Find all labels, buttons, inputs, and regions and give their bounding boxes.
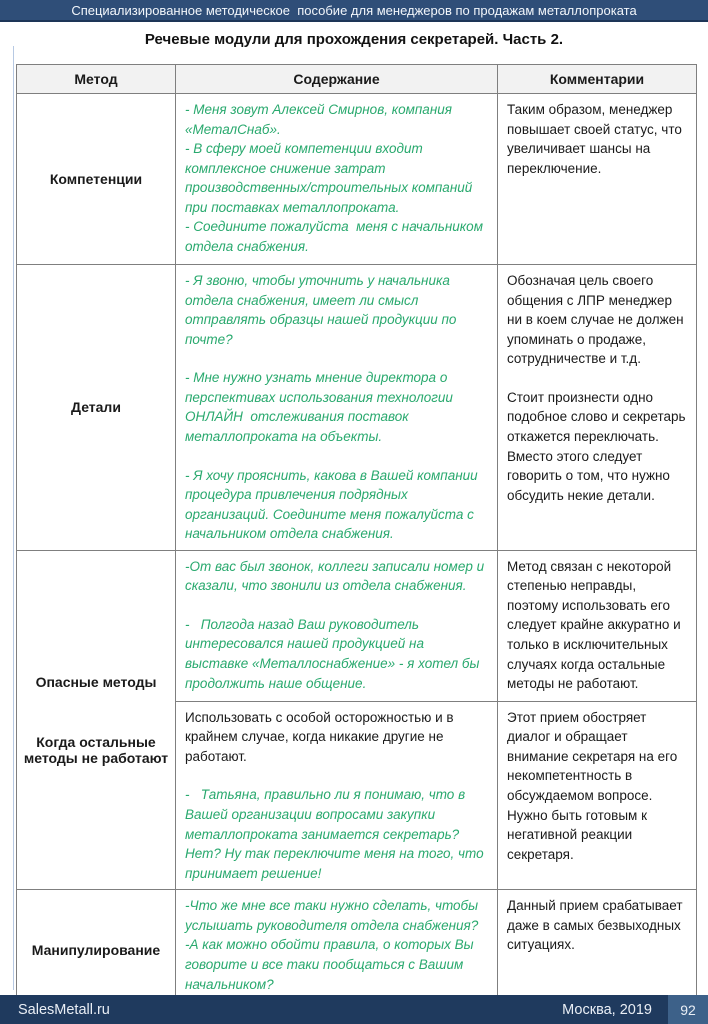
comment-paragraph: Метод связан с некоторой степенью неправды, поэтому использовать его следует крайне аккуратно и только в исключительных случаях когда остальные методы не работают. [507, 558, 685, 692]
page-title: Речевые модули для прохождения секретарей. Часть 2. [144, 31, 564, 48]
column-header-comments: Комментарии [498, 65, 697, 94]
content-cell [176, 265, 498, 551]
comments-cell [498, 94, 697, 265]
methods-table [16, 64, 697, 1010]
column-header-method: Метод [17, 65, 176, 94]
method-cell-merged [17, 550, 176, 890]
speech-paragraph: - Полгода назад Ваш руководитель интересовался нашей продукцией на выставке «Металлоснабжение» - я хотел бы продолжить наше общение. [185, 616, 487, 691]
speech-paragraph: - Я хочу прояснить, какова в Вашей компании процедура привлечения подрядных организаций. Соедините меня пожалуйста с начальником отдела снабжения. [185, 467, 482, 542]
speech-paragraph: - Татьяна, правильно ли я понимаю, что в Вашей организации вопросами закупки металлопроката занимается секретарь? Нет? Ну так переключите меня на того, что принимает решение! [185, 787, 488, 881]
top-banner-text: Специализированное методическое пособие для менеджеров по продажам металлопроката [71, 2, 637, 18]
method-cell: Детали [17, 265, 176, 551]
method-cell: Манипулирование [17, 890, 176, 1010]
footer-site-label: SalesMetall.ru [18, 1001, 110, 1018]
top-banner [0, 0, 708, 22]
table-header-row [17, 65, 697, 94]
speech-paragraph: - Мне нужно узнать мнение директора о перспективах использования технологии ОНЛАЙН отслеживания поставок металлопроката на объекты. [185, 370, 457, 444]
comments-cell [498, 550, 697, 701]
table-row-details [17, 265, 697, 551]
comments-cell [498, 701, 697, 890]
column-header-content: Содержание [176, 65, 498, 94]
speech-paragraph: -Что же мне все таки нужно сделать, чтобы услышать руководителя отдела снабжения? [185, 898, 482, 933]
speech-paragraph: -От вас был звонок, коллеги записали номер и сказали, что звонили из отдела снабжения. [185, 558, 488, 594]
comment-paragraph: Обозначая цель своего общения с ЛПР менеджер ни в коем случае не должен упоминать о продаже, сотрудничестве и т.д. [507, 273, 688, 367]
footer-city-year: Москва, 2019 [562, 1001, 652, 1018]
comment-paragraph: Стоит произнести одно подобное слово и секретарь откажется переключать. Вместо этого следует говорить о том, что нужно обсудить некие детали. [507, 389, 690, 503]
table-row-manipulation [17, 890, 697, 1010]
comment-paragraph: Этот прием обостряет диалог и обращает внимание секретаря на его некомпетентность в обсуждаемом вопросе. Нужно быть готовым к негативной реакции секретаря. [507, 709, 685, 862]
speech-paragraph: -А как можно обойти правила, о которых Вы говорите и все таки пообщаться с Вашим начальником? [185, 937, 478, 992]
content-cell [176, 701, 498, 890]
table-row-competencies [17, 94, 697, 265]
page-number-badge: 92 [668, 995, 708, 1024]
footer-bar [0, 995, 708, 1024]
content-cell [176, 890, 498, 1010]
comments-cell [498, 265, 697, 551]
content-cell [176, 94, 498, 265]
speech-paragraph: - Соедините пожалуйста меня с начальником отдела снабжения. [185, 219, 487, 254]
speech-paragraph: - Я звоню, чтобы уточнить у начальника отдела снабжения, имеет ли смысл отправлять образцы нашей продукции по почте? [185, 273, 461, 347]
content-cell [176, 550, 498, 701]
method-cell: Компетенции [17, 94, 176, 265]
comments-cell [498, 890, 697, 1010]
comment-paragraph: Данный прием срабатывает даже в самых безвыходных ситуациях. [507, 898, 687, 953]
method-label-when-others-fail: Когда остальные методы не работают [23, 734, 169, 766]
method-label-dangerous: Опасные методы [35, 674, 157, 690]
table-row-dangerous-methods [17, 550, 697, 701]
caution-paragraph: Использовать с особой осторожностью и в крайнем случае, когда никакие другие не работают. [185, 709, 458, 764]
comment-paragraph: Таким образом, менеджер повышает своей статус, что увеличивает шансы на переключение. [507, 102, 686, 176]
left-accent-line [13, 46, 14, 990]
speech-paragraph: - Меня зовут Алексей Смирнов, компания «МеталСнаб». [185, 102, 456, 137]
speech-paragraph: - В сферу моей компетенции входит комплексное снижение затрат производственных/строительных компаний при поставках металлопроката. [185, 141, 477, 215]
